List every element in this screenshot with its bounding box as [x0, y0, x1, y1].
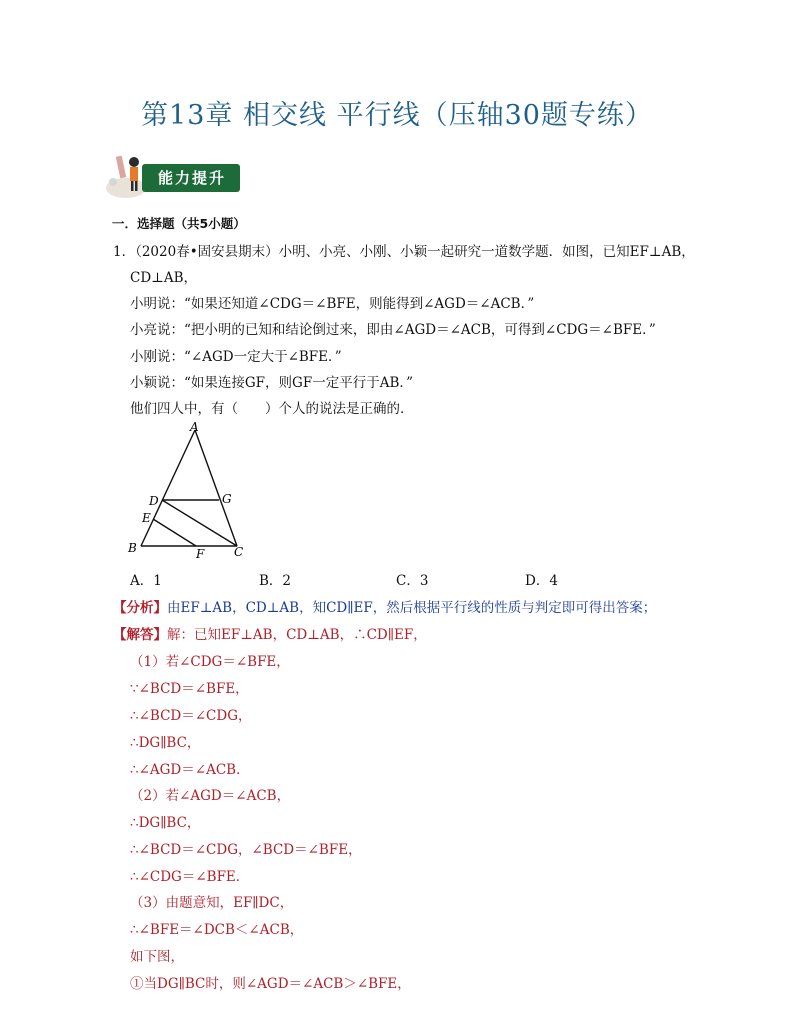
- solution-step-12: 如下图，: [130, 949, 184, 965]
- question-text: （2020春•固安县期末）小明、小亮、小刚、小颖一起研究一道数学题．如图，已知EF⊥AB，: [135, 244, 695, 260]
- option-b: B．2: [259, 573, 292, 589]
- solution-step-3: ∴∠BCD＝∠CDG，: [130, 708, 252, 724]
- question-prompt: 他们四人中，有（ ）个人的说法是正确的．: [130, 401, 414, 417]
- page-title: 第13章 相交线 平行线（压轴30题专练）: [141, 100, 653, 131]
- option-a: A．1: [130, 573, 162, 589]
- solution-step-9: ∴∠CDG＝∠BFE．: [130, 869, 250, 885]
- solution-line: [113, 623, 427, 643]
- label-d: D: [149, 494, 159, 508]
- option-c: C．3: [396, 573, 429, 589]
- statement-xiaoying: 小颖说：“如果连接GF，则GF一定平行于AB．”: [130, 375, 414, 391]
- solution-step-6: （2）若∠AGD＝∠ACB，: [130, 788, 291, 804]
- statement-xiaoliang: 小亮说：“把小明的已知和结论倒过来，即由∠AGD＝∠ACB，可得到∠CDG＝∠BFE．”: [130, 322, 656, 338]
- solution-step-11: ∴∠BFE＝∠DCB＜∠ACB，: [130, 922, 304, 938]
- section-heading: 一．选择题（共5小题）: [112, 216, 246, 231]
- ability-badge-label: 能力提升: [142, 164, 240, 192]
- analysis-text: 由EF⊥AB，CD⊥AB，知CD∥EF，然后根据平行线的性质与判定即可得出答案；: [167, 600, 657, 616]
- question-number: 1．: [113, 244, 136, 260]
- solution-step-4: ∴DG∥BC，: [130, 735, 201, 751]
- label-a: A: [190, 420, 199, 434]
- label-f: F: [196, 547, 205, 561]
- section-badge: [104, 150, 244, 202]
- statement-xiaoming: 小明说：“如果还知道∠CDG＝∠BFE，则能得到∠AGD＝∠ACB．”: [130, 296, 535, 312]
- solution-step-5: ∴∠AGD＝∠ACB．: [130, 762, 250, 778]
- label-c: C: [234, 545, 244, 559]
- solution-first: 解：已知EF⊥AB，CD⊥AB，∴CD∥EF，: [167, 627, 427, 643]
- option-d: D．4: [525, 573, 558, 589]
- solution-step-2: ∵∠BCD＝∠BFE，: [130, 681, 249, 697]
- statement-xiaogang: 小刚说：“∠AGD一定大于∠BFE．”: [130, 349, 342, 365]
- solution-step-1: （1）若∠CDG＝∠BFE，: [130, 654, 290, 670]
- solution-tag: 【解答】: [113, 627, 167, 643]
- solution-step-10: （3）由题意知，EF∥DC，: [130, 895, 294, 911]
- question-line-1: [113, 240, 695, 260]
- analysis-line: [113, 596, 656, 616]
- solution-step-7: ∴DG∥BC，: [130, 815, 201, 831]
- question-line-2: CD⊥AB，: [130, 270, 198, 286]
- label-e: E: [142, 511, 151, 525]
- label-g: G: [222, 492, 232, 506]
- label-b: B: [128, 541, 137, 555]
- solution-step-8: ∴∠BCD＝∠CDG，∠BCD＝∠BFE，: [130, 842, 362, 858]
- analysis-tag: 【分析】: [113, 600, 167, 616]
- triangle-figure: [120, 418, 260, 563]
- solution-step-13: ①当DG∥BC时，则∠AGD＝∠ACB＞∠BFE，: [130, 976, 411, 992]
